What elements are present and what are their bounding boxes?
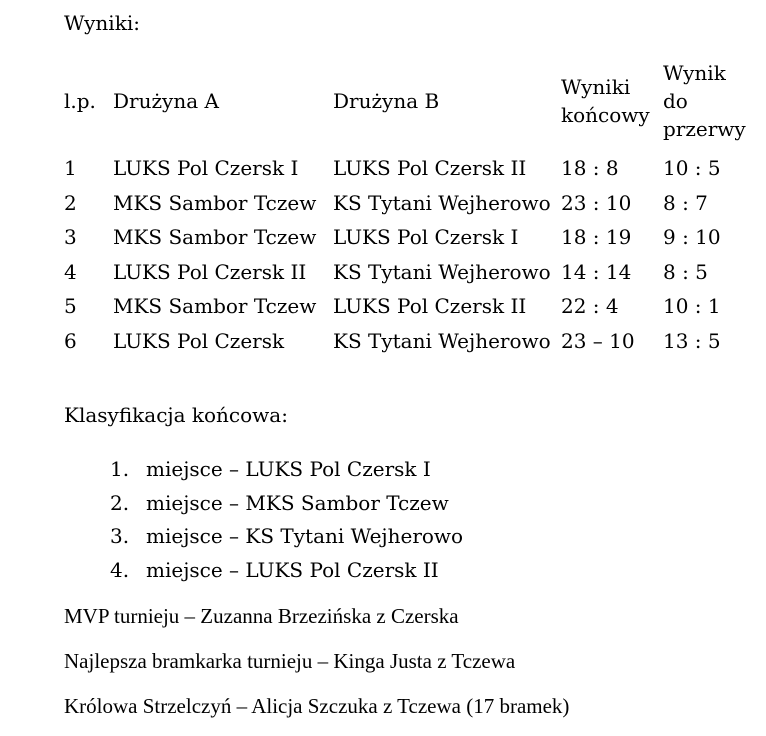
classification-heading: Klasyfikacja końcowa:: [64, 403, 288, 427]
cell-final-score: 18 : 19: [561, 225, 632, 249]
award-best-goalkeeper: Najlepsza bramkarka turnieju – Kinga Justa z Tczewa: [64, 649, 516, 673]
list-item-text: miejsce – LUKS Pol Czersk I: [146, 457, 431, 481]
cell-lp: 5: [64, 294, 77, 318]
cell-team-a: MKS Sambor Tczew: [113, 225, 317, 249]
table-row: [64, 324, 748, 359]
cell-lp: 4: [64, 259, 77, 284]
table-row: [64, 151, 748, 186]
award-mvp: MVP turnieju – Zuzanna Brzezińska z Czerska: [64, 604, 459, 628]
column-header-team-a: Drużyna A: [113, 89, 219, 113]
table-row: [64, 186, 748, 221]
list-item-number: 2.: [110, 490, 130, 515]
list-item-text: miejsce – LUKS Pol Czersk II: [146, 557, 439, 582]
award-top-scorer: Królowa Strzelczyń – Alicja Szczuka z Tczewa (17 bramek): [64, 694, 570, 718]
table-row: [64, 255, 748, 290]
results-table: [64, 59, 748, 358]
list-item: [64, 453, 766, 487]
cell-team-b: KS Tytani Wejherowo: [333, 328, 551, 353]
cell-team-b: LUKS Pol Czersk II: [333, 294, 527, 318]
cell-team-b: KS Tytani Wejherowo: [333, 259, 551, 284]
cell-lp: 2: [64, 190, 77, 215]
list-item-text: miejsce – MKS Sambor Tczew: [146, 490, 449, 515]
column-header-halftime-score: Wynik do przerwy: [663, 61, 746, 141]
list-item-text: miejsce – KS Tytani Wejherowo: [146, 524, 464, 548]
cell-final-score: 23 – 10: [561, 328, 635, 353]
cell-halftime-score: 13 : 5: [663, 328, 721, 353]
cell-lp: 6: [64, 328, 77, 353]
cell-final-score: 22 : 4: [561, 294, 619, 318]
column-header-lp: l.p.: [64, 89, 96, 113]
list-item-number: 4.: [110, 557, 130, 582]
list-item: [64, 487, 766, 521]
cell-team-a: LUKS Pol Czersk I: [113, 156, 299, 180]
cell-team-a: MKS Sambor Tczew: [113, 190, 317, 215]
classification-list: [64, 453, 766, 587]
column-header-team-b: Drużyna B: [333, 89, 440, 113]
cell-team-a: LUKS Pol Czersk II: [113, 259, 307, 284]
list-item: [64, 554, 766, 588]
cell-halftime-score: 9 : 10: [663, 225, 721, 249]
cell-team-b: LUKS Pol Czersk I: [333, 225, 519, 249]
list-item-number: 1.: [110, 457, 130, 481]
cell-lp: 3: [64, 225, 77, 249]
cell-halftime-score: 10 : 5: [663, 156, 721, 180]
cell-lp: 1: [64, 156, 77, 180]
results-table-header-row: [64, 59, 748, 151]
cell-halftime-score: 8 : 7: [663, 190, 708, 215]
cell-team-b: LUKS Pol Czersk II: [333, 156, 527, 180]
table-row: [64, 289, 748, 324]
column-header-final-score: Wyniki końcowy: [561, 75, 650, 127]
cell-final-score: 14 : 14: [561, 259, 632, 284]
cell-final-score: 23 : 10: [561, 190, 632, 215]
cell-final-score: 18 : 8: [561, 156, 619, 180]
table-row: [64, 220, 748, 255]
cell-halftime-score: 8 : 5: [663, 259, 708, 284]
cell-team-a: LUKS Pol Czersk: [113, 328, 285, 353]
page-title: Wyniki:: [64, 11, 140, 35]
list-item: [64, 520, 766, 554]
cell-team-b: KS Tytani Wejherowo: [333, 190, 551, 215]
cell-halftime-score: 10 : 1: [663, 294, 721, 318]
list-item-number: 3.: [110, 524, 130, 548]
cell-team-a: MKS Sambor Tczew: [113, 294, 317, 318]
